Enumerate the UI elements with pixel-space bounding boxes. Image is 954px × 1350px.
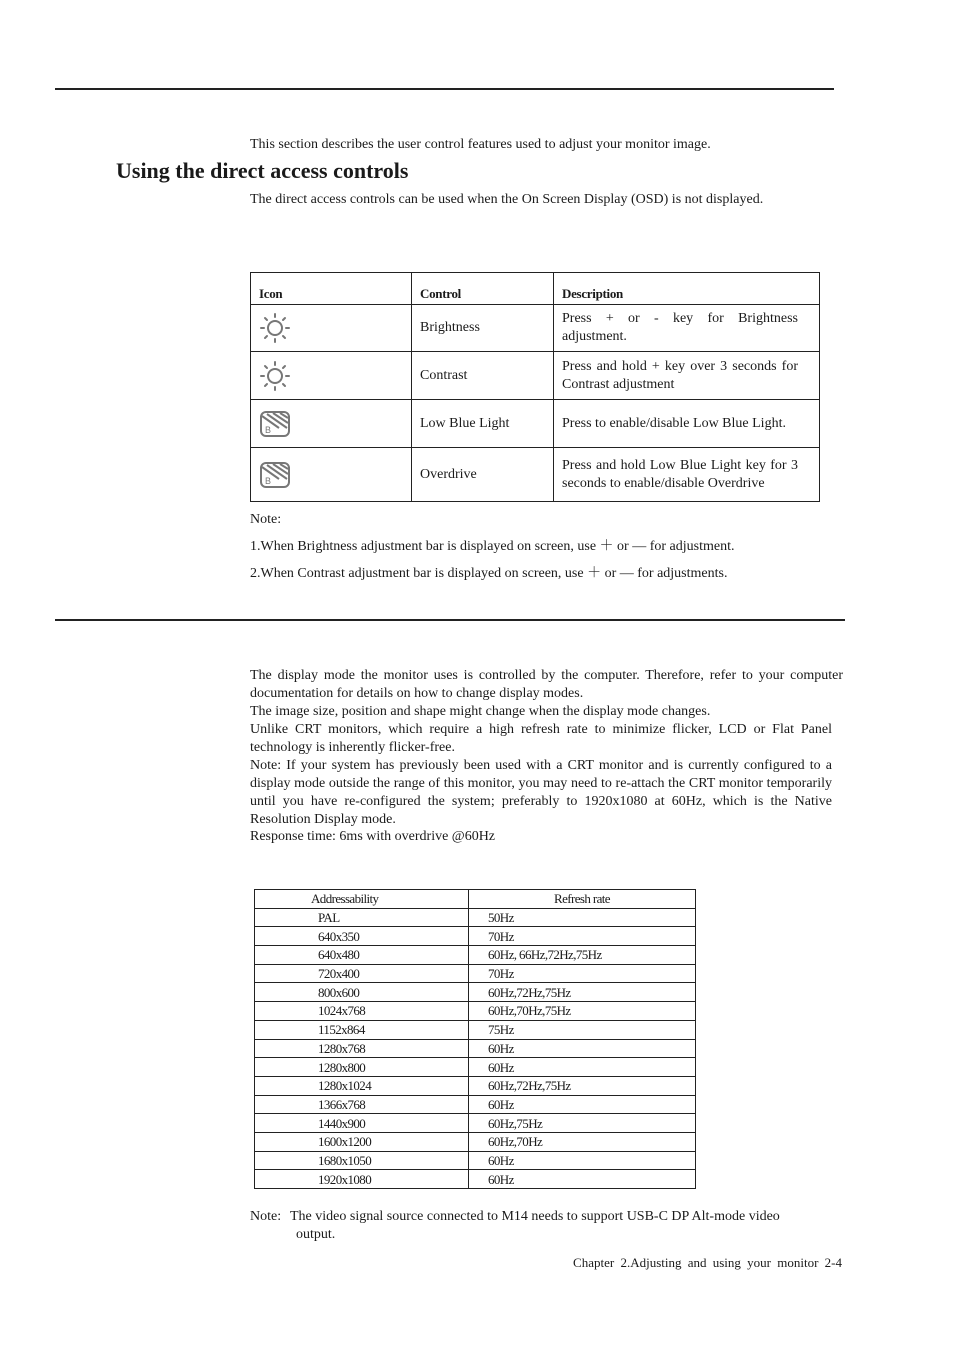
table-row xyxy=(255,1039,696,1058)
header-icon: Icon xyxy=(251,273,412,305)
header-addressability: Addressability xyxy=(255,890,469,909)
refresh-rate-cell: 60Hz xyxy=(469,1095,696,1114)
note-label: Note: xyxy=(250,512,282,527)
modes-table-header xyxy=(255,890,696,909)
top-rule xyxy=(55,88,834,90)
refresh-rate-cell: 70Hz xyxy=(469,964,696,983)
refresh-rate-cell: 75Hz xyxy=(469,1020,696,1039)
table-row xyxy=(251,400,820,448)
table-row xyxy=(255,1002,696,1021)
note-2: 2.When Contrast adjustment bar is displayed on screen, use ＋ or — for adjustments. xyxy=(250,566,728,581)
control-description: Press + or - key for Brightness adjustment. xyxy=(554,305,820,352)
addressability-cell: 1440x900 xyxy=(255,1114,469,1133)
refresh-rate-cell: 60Hz xyxy=(469,1151,696,1170)
control-description: Press and hold + key over 3 seconds for Contrast adjustment xyxy=(554,352,820,400)
header-description: Description xyxy=(554,273,820,305)
header-refresh-rate: Refresh rate xyxy=(469,890,696,909)
table-row xyxy=(255,1020,696,1039)
display-mode-paragraph-1: The display mode the monitor uses is controlled by the computer. Therefore, refer to your computer documentation for details on how to change display modes. xyxy=(250,668,843,701)
refresh-rate-cell: 60Hz,70Hz xyxy=(469,1132,696,1151)
page-footer: Chapter 2.Adjusting and using your monitor 2-4 xyxy=(573,1255,842,1270)
low-blue-light-icon xyxy=(259,410,403,438)
addressability-cell: 1280x800 xyxy=(255,1058,469,1077)
note-1: 1.When Brightness adjustment bar is displayed on screen, use ＋ or — for adjustment. xyxy=(250,539,735,554)
addressability-cell: 1024x768 xyxy=(255,1002,469,1021)
control-description: Press to enable/disable Low Blue Light. xyxy=(554,400,820,448)
table-row xyxy=(251,448,820,502)
table-row xyxy=(255,1170,696,1189)
table-row xyxy=(255,1095,696,1114)
intro-text: This section describes the user control features used to adjust your monitor image. xyxy=(250,137,711,152)
sun-icon xyxy=(259,312,403,344)
footer-note-label: Note: xyxy=(250,1209,282,1224)
addressability-cell: 1920x1080 xyxy=(255,1170,469,1189)
addressability-cell: 1280x1024 xyxy=(255,1076,469,1095)
refresh-rate-cell: 70Hz xyxy=(469,927,696,946)
refresh-rate-cell: 60Hz,70Hz,75Hz xyxy=(469,1002,696,1021)
refresh-rate-cell: 60Hz, 66Hz,72Hz,75Hz xyxy=(469,946,696,965)
refresh-rate-cell: 60Hz,72Hz,75Hz xyxy=(469,1076,696,1095)
table-row xyxy=(255,927,696,946)
icon-cell xyxy=(251,305,412,352)
sun-icon xyxy=(259,360,403,392)
addressability-cell: PAL xyxy=(255,908,469,927)
addressability-cell: 1366x768 xyxy=(255,1095,469,1114)
refresh-rate-cell: 60Hz,75Hz xyxy=(469,1114,696,1133)
addressability-cell: 1600x1200 xyxy=(255,1132,469,1151)
table-row xyxy=(255,1076,696,1095)
display-mode-paragraph-4: Note: If your system has previously been used with a CRT monitor and is currently configured to a display mode outside the range of this monitor, you may need to re-attach the CRT monitor temporarily until you have re-configured the system; preferably to 1920x1080 at 60Hz, which is the Native Resolution Display mode. xyxy=(250,758,832,827)
addressability-cell: 1152x864 xyxy=(255,1020,469,1039)
section-heading: Using the direct access controls xyxy=(116,158,409,183)
svg-text:B: B xyxy=(265,475,272,486)
controls-table xyxy=(250,272,820,502)
control-name: Contrast xyxy=(412,352,554,400)
refresh-rate-cell: 60Hz xyxy=(469,1039,696,1058)
icon-cell xyxy=(251,352,412,400)
addressability-cell: 640x350 xyxy=(255,927,469,946)
addressability-cell: 720x400 xyxy=(255,964,469,983)
table-row xyxy=(251,305,820,352)
control-description: Press and hold Low Blue Light key for 3 seconds to enable/disable Overdrive xyxy=(554,448,820,502)
table-row xyxy=(255,1132,696,1151)
addressability-cell: 1680x1050 xyxy=(255,1151,469,1170)
refresh-rate-cell: 60Hz xyxy=(469,1170,696,1189)
display-modes-table xyxy=(254,889,696,1189)
control-name: Brightness xyxy=(412,305,554,352)
section-intro-text: The direct access controls can be used when the On Screen Display (OSD) is not displayed. xyxy=(250,192,764,207)
addressability-cell: 1280x768 xyxy=(255,1039,469,1058)
table-row xyxy=(255,1058,696,1077)
header-control: Control xyxy=(412,273,554,305)
display-mode-paragraph-2: The image size, position and shape might change when the display mode changes. xyxy=(250,704,711,719)
table-row xyxy=(255,946,696,965)
table-row xyxy=(255,1151,696,1170)
refresh-rate-cell: 60Hz,72Hz,75Hz xyxy=(469,983,696,1002)
controls-table-header xyxy=(251,273,820,305)
low-blue-light-icon xyxy=(259,461,403,489)
table-row xyxy=(255,908,696,927)
icon-cell xyxy=(251,448,412,502)
icon-cell xyxy=(251,400,412,448)
svg-text:B: B xyxy=(265,424,272,435)
refresh-rate-cell: 60Hz xyxy=(469,1058,696,1077)
control-name: Overdrive xyxy=(412,448,554,502)
refresh-rate-cell: 50Hz xyxy=(469,908,696,927)
response-time-text: Response time: 6ms with overdrive @60Hz xyxy=(250,829,496,844)
table-row xyxy=(255,964,696,983)
table-row xyxy=(255,983,696,1002)
middle-rule xyxy=(55,619,845,621)
footer-note-text: The video signal source connected to M14 needs to support USB-C DP Alt-mode video output. xyxy=(290,1209,780,1242)
addressability-cell: 640x480 xyxy=(255,946,469,965)
table-row xyxy=(251,352,820,400)
addressability-cell: 800x600 xyxy=(255,983,469,1002)
control-name: Low Blue Light xyxy=(412,400,554,448)
table-row xyxy=(255,1114,696,1133)
display-mode-paragraph-3: Unlike CRT monitors, which require a high refresh rate to minimize flicker, LCD or Flat Panel technology is inherently flicker-free. xyxy=(250,722,832,755)
